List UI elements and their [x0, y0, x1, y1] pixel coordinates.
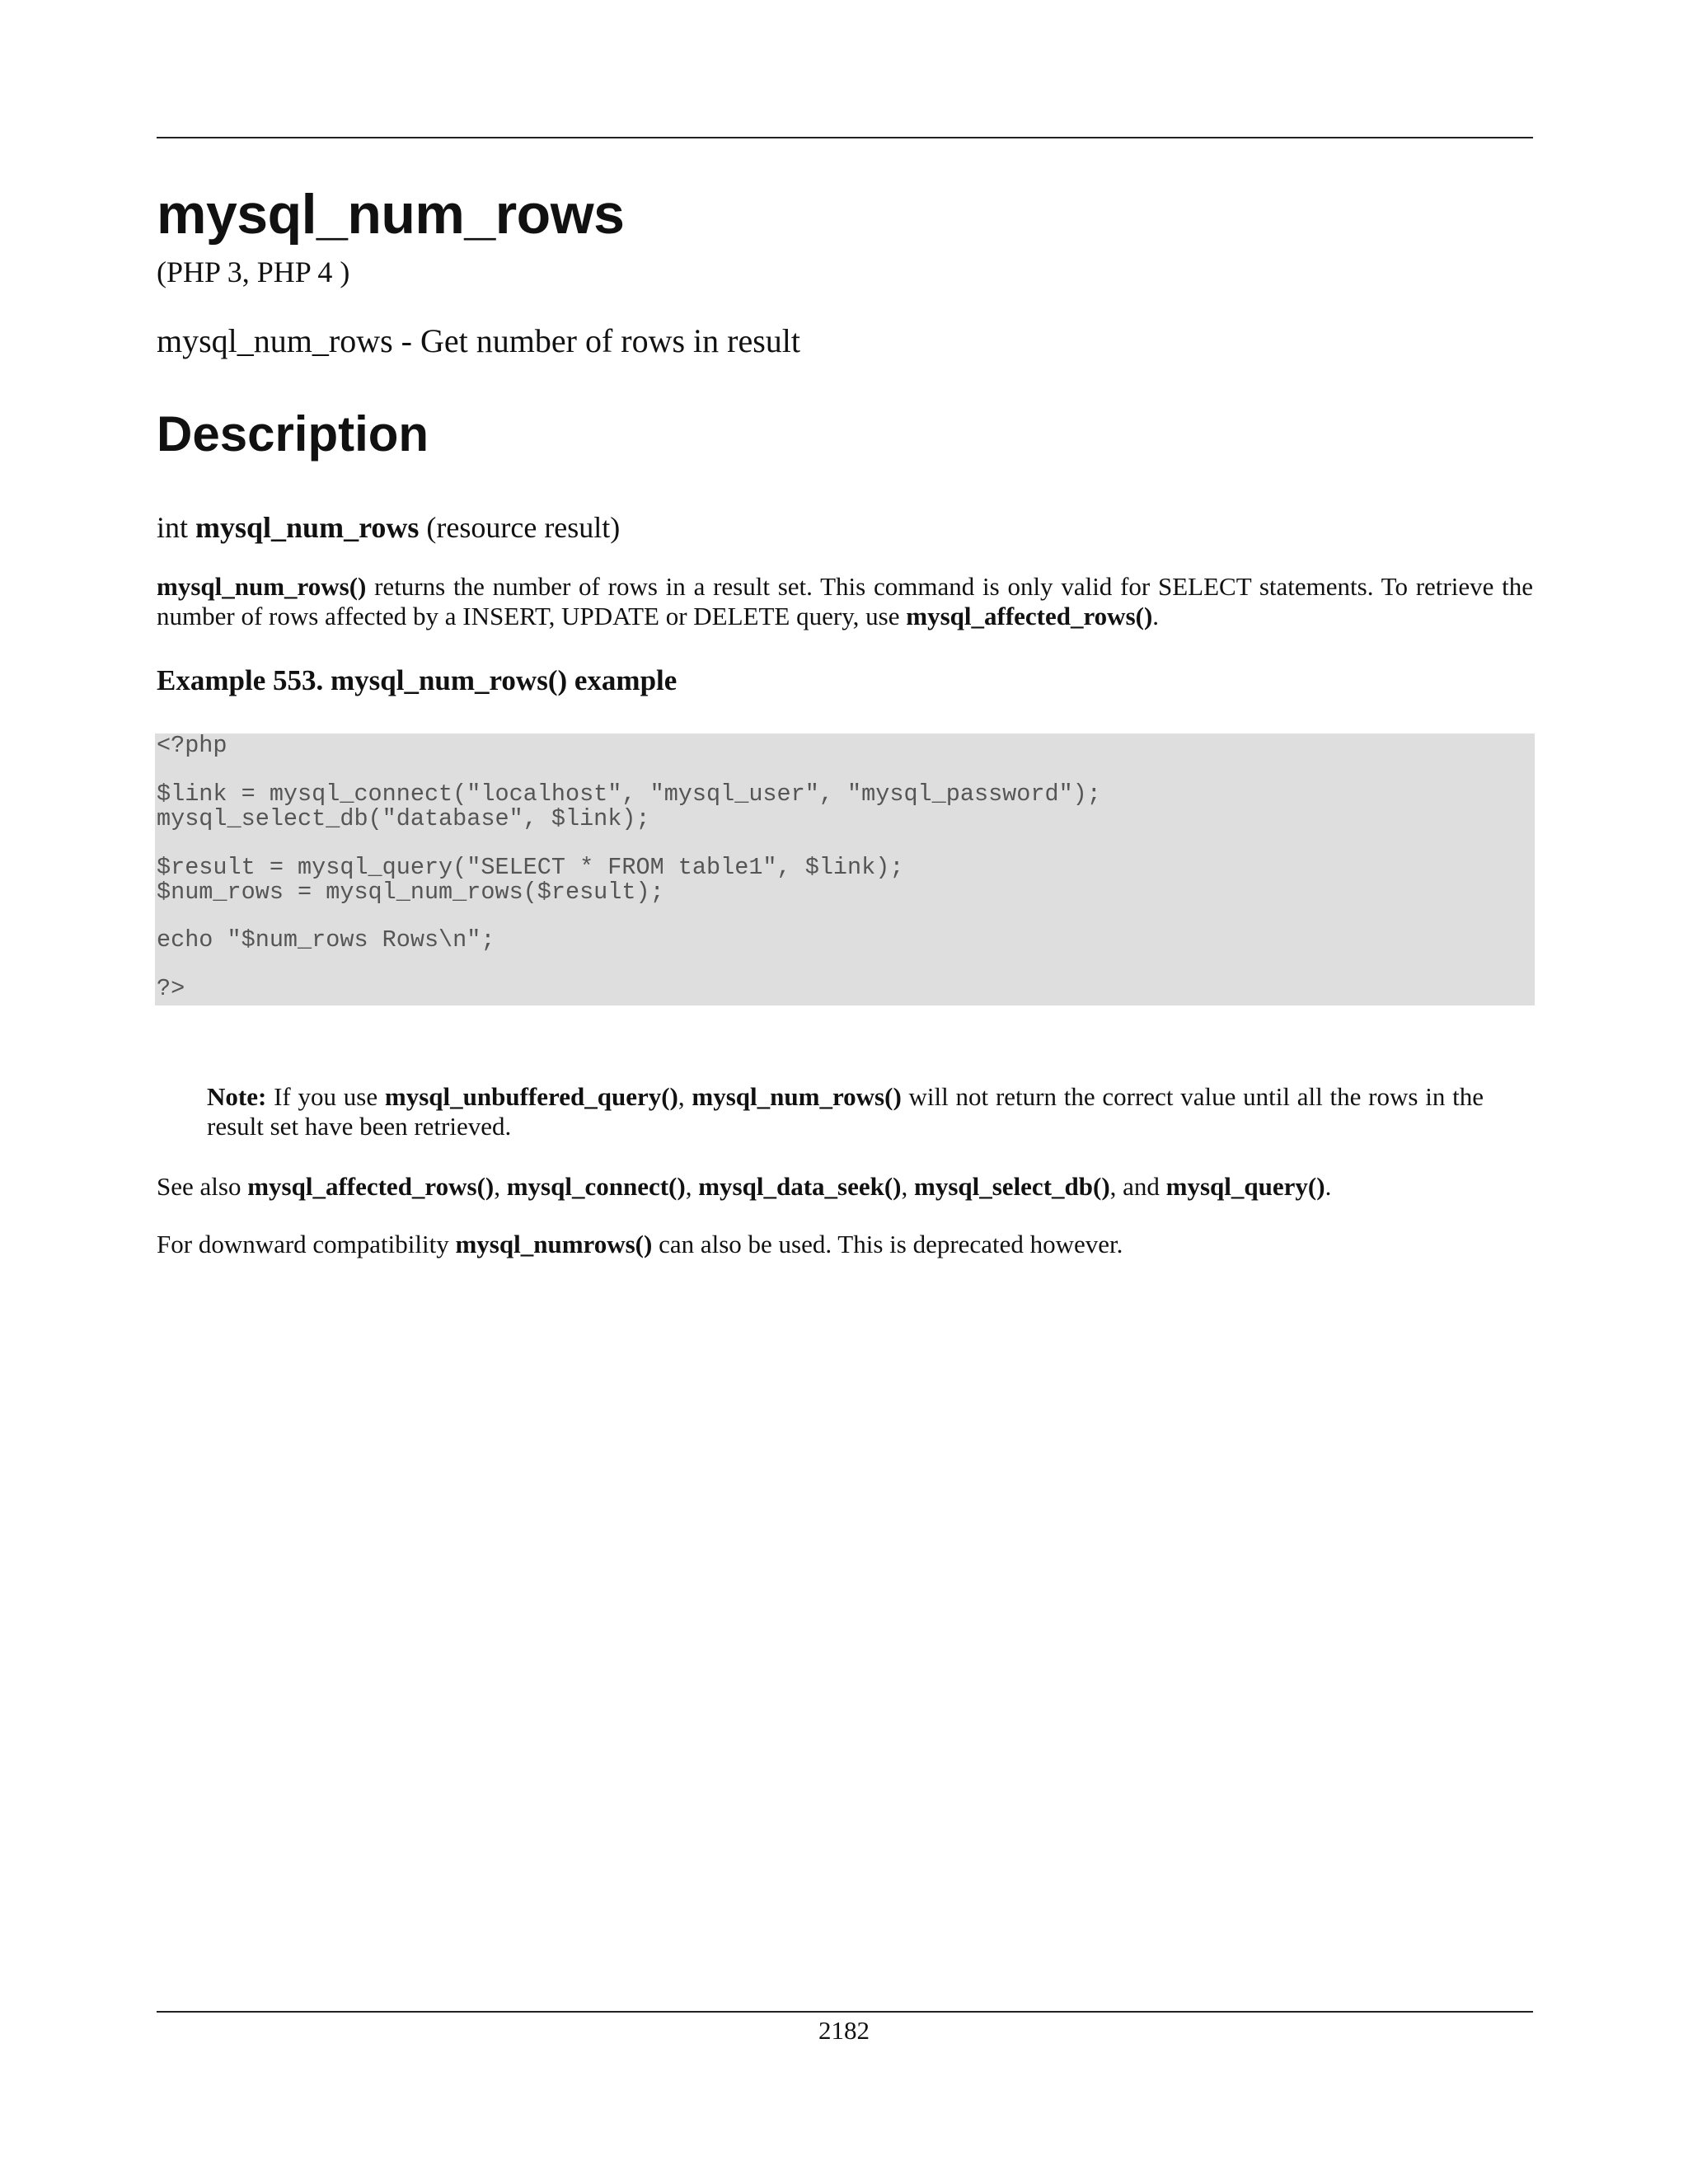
separator: ,: [685, 1172, 699, 1201]
function-synopsis: [157, 513, 620, 542]
return-type: int: [157, 511, 189, 544]
note-fn-num-rows[interactable]: mysql_num_rows(): [692, 1082, 902, 1111]
php-versions: (PHP 3, PHP 4 ): [157, 255, 350, 288]
note-text: ,: [678, 1082, 692, 1111]
example-title: Example 553. mysql_num_rows() example: [157, 664, 678, 696]
description-link[interactable]: mysql_affected_rows(): [906, 602, 1153, 630]
note-text: will not return the correct value until all the rows in the result set have been retrieved.: [207, 1082, 1484, 1141]
synopsis-function-name: mysql_num_rows: [195, 511, 420, 544]
separator: , and: [1109, 1172, 1166, 1201]
page-title: mysql_num_rows: [157, 183, 625, 246]
see-also-paragraph: [157, 1172, 1533, 1202]
page-number: 2182: [818, 2016, 870, 2045]
compat-text: For downward compatibility: [157, 1230, 456, 1258]
compat-text: can also be used. This is deprecated however.: [652, 1230, 1123, 1258]
code-line: $link = mysql_connect("localhost", "mysql_user", "mysql_password");: [157, 780, 1101, 808]
note-text: If you use: [266, 1082, 385, 1111]
code-line: $result = mysql_query("SELECT * FROM table1", $link);: [157, 854, 904, 881]
separator: ,: [901, 1172, 914, 1201]
code-example: [155, 733, 1535, 1005]
description-fn: mysql_num_rows(): [157, 572, 367, 601]
see-also-link[interactable]: mysql_data_seek(): [698, 1172, 902, 1201]
see-also-link[interactable]: mysql_query(): [1165, 1172, 1325, 1201]
compatibility-paragraph: [157, 1230, 1533, 1259]
separator: .: [1325, 1172, 1332, 1201]
code-line: $num_rows = mysql_num_rows($result);: [157, 878, 664, 906]
note-fn-unbuffered[interactable]: mysql_unbuffered_query(): [384, 1082, 678, 1111]
note-label: Note:: [207, 1082, 267, 1111]
footer-rule: [157, 2011, 1533, 2013]
header-rule: [157, 137, 1533, 138]
description-text-2: .: [1152, 602, 1160, 630]
note-block: [207, 1082, 1484, 1141]
see-also-link[interactable]: mysql_affected_rows(): [247, 1172, 495, 1201]
description-text-1: returns the number of rows in a result set. This command is only valid for SELECT statements. To retrieve the number of rows affected by a INSERT, UPDATE or DELETE query, use: [157, 572, 1533, 630]
see-also-link[interactable]: mysql_connect(): [506, 1172, 686, 1201]
code-line: mysql_select_db("database", $link);: [157, 804, 650, 832]
code-line: ?>: [157, 975, 185, 1002]
code-line: <?php: [157, 732, 227, 759]
separator: ,: [494, 1172, 507, 1201]
see-also-prefix: See also: [157, 1172, 248, 1201]
code-line: echo "$num_rows Rows\n";: [157, 926, 495, 954]
refname-purpose: mysql_num_rows - Get number of rows in result: [157, 322, 801, 359]
synopsis-params: (resource result): [426, 511, 621, 544]
description-paragraph: [157, 572, 1533, 631]
see-also-link[interactable]: mysql_select_db(): [914, 1172, 1110, 1201]
compat-fn[interactable]: mysql_numrows(): [455, 1230, 653, 1258]
section-heading: Description: [157, 406, 429, 462]
